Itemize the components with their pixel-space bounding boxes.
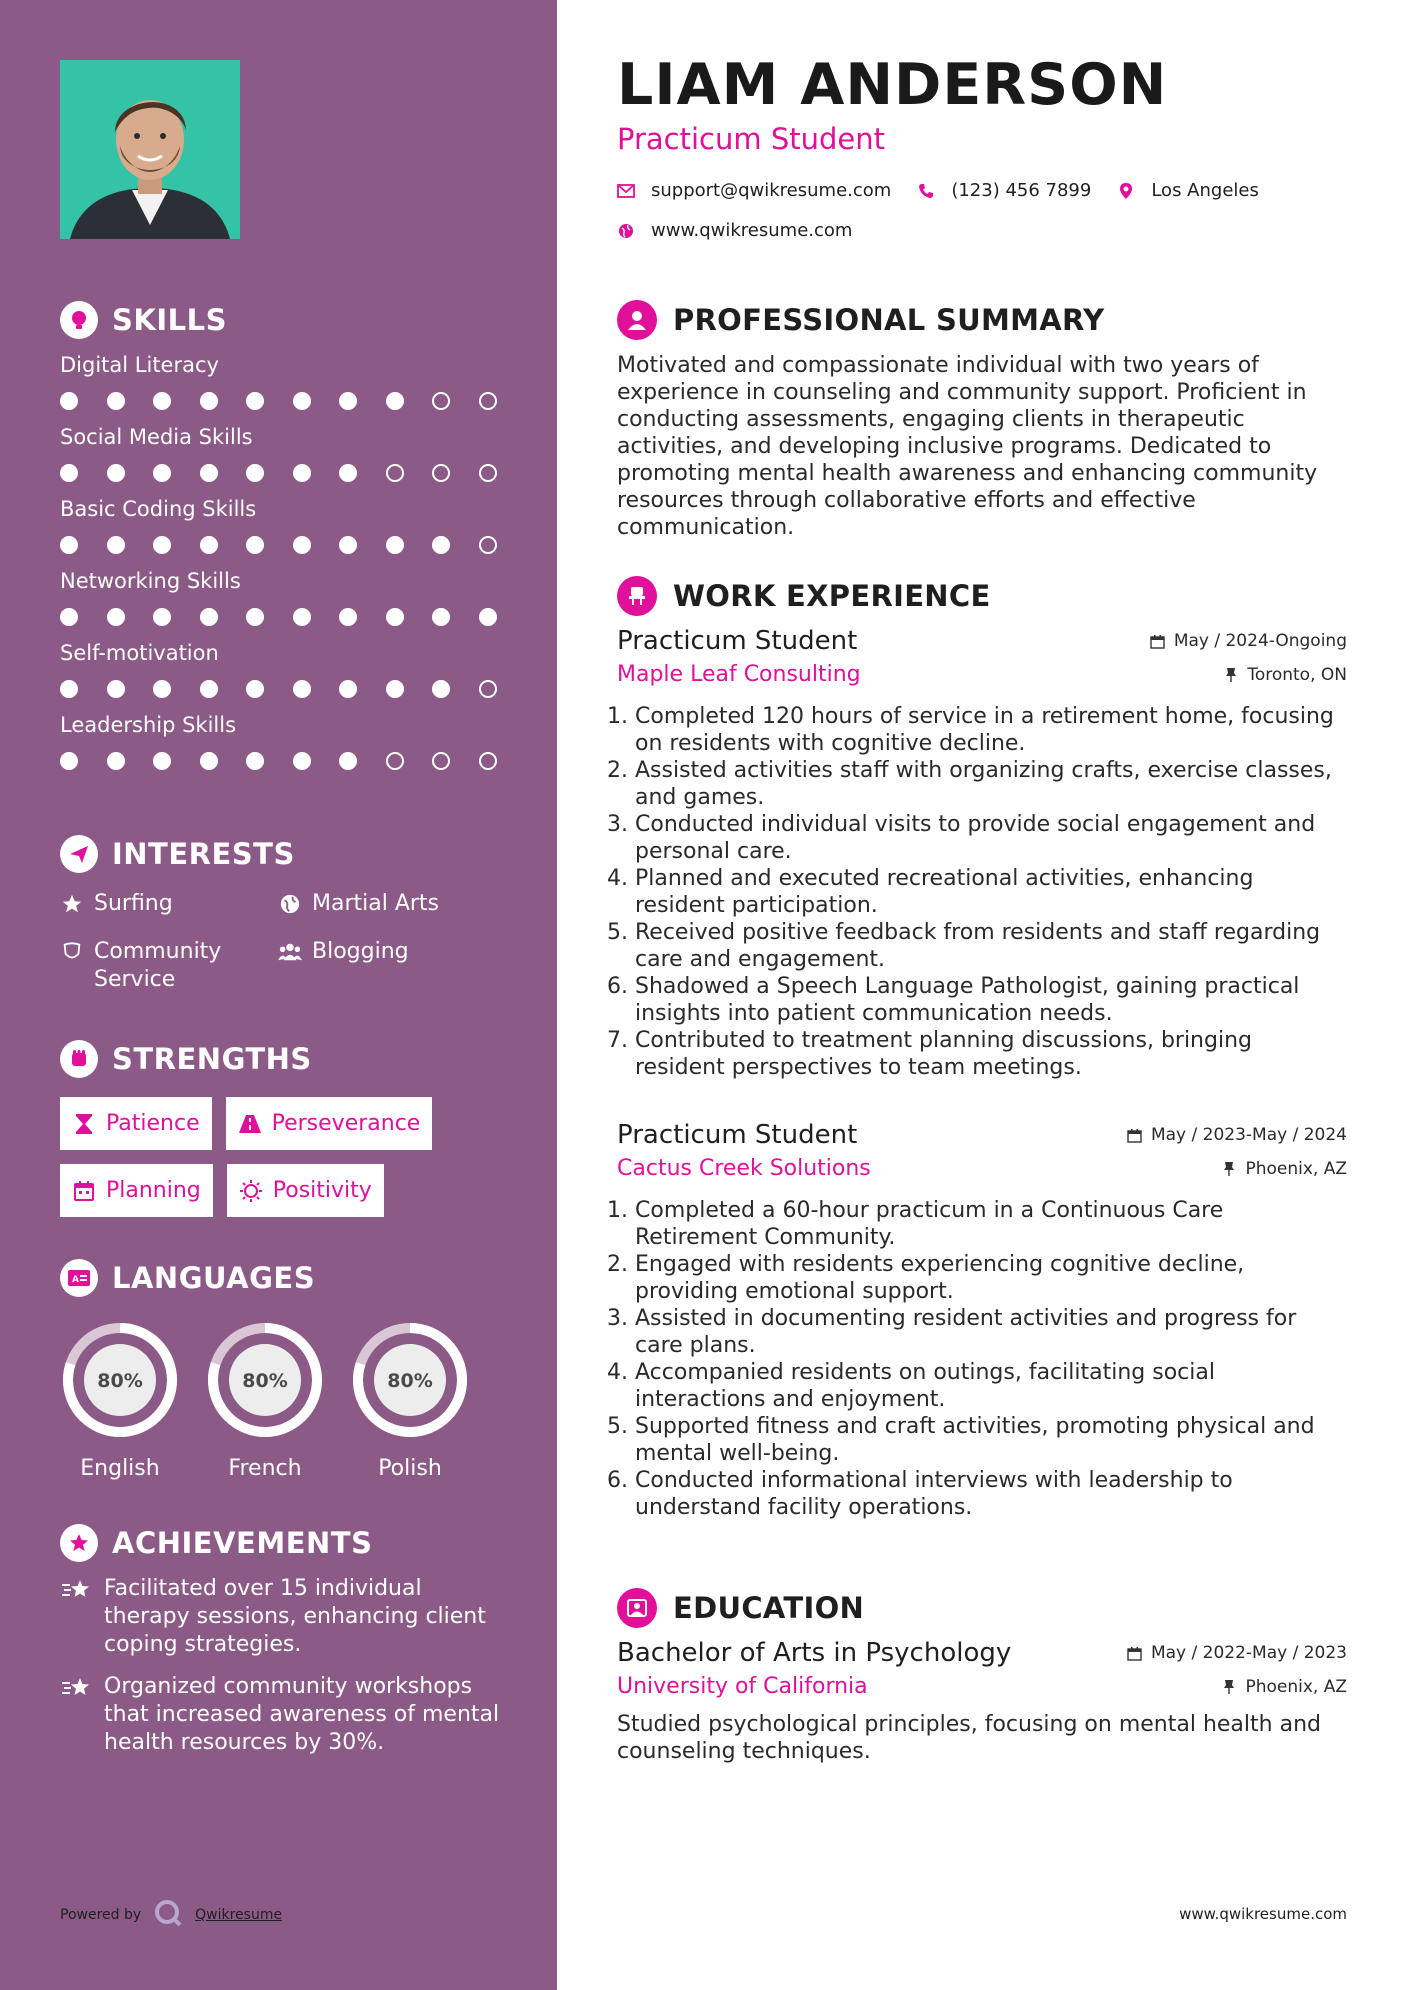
road-icon (238, 1112, 262, 1136)
strength-label: Perseverance (271, 1111, 421, 1136)
job-dates (1127, 1125, 1347, 1145)
job-title: Practicum Student (617, 1120, 858, 1150)
summary-text: Motivated and compassionate individual with two years of experience in counseling and community support. Proficient in conducting assessments, engaging clients in therapeutic activities, and developing inclusive programs. Dedicated to promoting mental health awareness and enhancing community resources through collaborative efforts and effective communication. (617, 353, 1318, 540)
skill-rating (60, 462, 510, 484)
duty-item: 5. Received positive feedback from residents and staff regarding care and engagement. (635, 919, 1347, 973)
duty-item: 1. Completed 120 hours of service in a retirement home, focusing on residents with cognitive decline. (635, 703, 1347, 757)
candidate-role: Practicum Student (617, 122, 885, 156)
rating-dot-empty (386, 752, 404, 770)
rating-dot-filled (60, 392, 78, 410)
achievements-section (60, 1523, 510, 1757)
qwikresume-logo-icon (153, 1898, 183, 1932)
strength-label: Planning (106, 1178, 201, 1203)
rating-dot-filled (246, 536, 264, 554)
job-location-text: Phoenix, AZ (1245, 1158, 1347, 1179)
rating-dot-filled (432, 608, 450, 626)
sidebar (0, 0, 557, 1990)
rating-dot-filled (246, 608, 264, 626)
star-icon (60, 890, 84, 918)
map-pin-icon (1117, 182, 1135, 200)
duty-item: 6. Conducted informational interviews with leadership to understand facility operations. (635, 1467, 1347, 1521)
rating-dot-filled (339, 752, 357, 770)
paper-plane-icon (60, 835, 98, 873)
interests-title: INTERESTS (112, 837, 295, 871)
phone-icon (917, 182, 935, 200)
skill-label: Networking Skills (60, 569, 241, 593)
rating-dot-filled (153, 392, 171, 410)
rating-dot-filled (200, 680, 218, 698)
summary-title: PROFESSIONAL SUMMARY (673, 303, 1105, 337)
rating-dot-filled (293, 752, 311, 770)
strength-tag (60, 1097, 212, 1150)
language-name: Polish (378, 1456, 442, 1481)
rating-dot-filled (386, 536, 404, 554)
duty-item: 2. Engaged with residents experiencing cognitive decline, providing emotional support. (635, 1251, 1347, 1305)
skills-list (60, 350, 510, 772)
language-progress-ring (350, 1320, 470, 1440)
calendar-icon (1127, 1645, 1143, 1661)
strengths-section (60, 1039, 510, 1217)
skill-item (60, 566, 510, 628)
duty-list (617, 1197, 1347, 1521)
skill-label: Digital Literacy (60, 353, 219, 377)
rating-dot-filled (339, 536, 357, 554)
achievement-text: Facilitated over 15 individual therapy sessions, enhancing client coping strategies. (104, 1576, 486, 1657)
education-description: Studied psychological principles, focusing on mental health and counseling techniques. (617, 1712, 1321, 1764)
website-text[interactable]: www.qwikresume.com (651, 220, 853, 241)
rating-dot-filled (153, 608, 171, 626)
calendar-icon (72, 1179, 96, 1203)
interests-list (60, 890, 510, 994)
duty-item: 4. Planned and executed recreational activities, enhancing resident participation. (635, 865, 1347, 919)
skill-rating (60, 750, 510, 772)
skill-label: Leadership Skills (60, 713, 237, 737)
rating-dot-empty (432, 464, 450, 482)
languages-section (60, 1258, 510, 1481)
rating-dot-filled (293, 392, 311, 410)
job-location-text: Toronto, ON (1247, 664, 1347, 685)
rating-dot-filled (60, 464, 78, 482)
job-dates (1150, 631, 1347, 651)
envelope-icon (617, 182, 635, 200)
rating-dot-empty (432, 752, 450, 770)
job-location (1223, 665, 1347, 685)
shooting-star-icon (60, 1575, 94, 1605)
language-percent: 80% (97, 1370, 143, 1392)
email-item (617, 180, 891, 201)
interest-label: Community Service (94, 939, 222, 992)
strengths-heading (60, 1039, 510, 1079)
languages-heading (60, 1258, 510, 1298)
languages-list (60, 1320, 510, 1481)
job-entry (617, 626, 1347, 1081)
rating-dot-filled (339, 392, 357, 410)
rating-dot-filled (153, 752, 171, 770)
rating-dot-filled (339, 608, 357, 626)
rating-dot-filled (386, 680, 404, 698)
website-row (617, 220, 878, 241)
interest-item (60, 938, 278, 994)
rating-dot-filled (107, 608, 125, 626)
experience-title: WORK EXPERIENCE (673, 579, 991, 613)
rating-dot-filled (293, 608, 311, 626)
rating-dot-filled (200, 608, 218, 626)
rating-dot-filled (107, 536, 125, 554)
job-location (1221, 1159, 1347, 1179)
skill-item (60, 494, 510, 556)
duty-item: 3. Conducted individual visits to provide social engagement and personal care. (635, 811, 1347, 865)
skills-title: SKILLS (112, 303, 227, 337)
language-percent: 80% (242, 1370, 288, 1392)
qwikresume-link[interactable]: Qwikresume (195, 1907, 283, 1923)
job-company: Maple Leaf Consulting (617, 662, 861, 687)
profile-photo (60, 60, 240, 239)
rating-dot-empty (479, 536, 497, 554)
duty-item: 1. Completed a 60-hour practicum in a Continuous Care Retirement Community. (635, 1197, 1347, 1251)
rating-dot-filled (246, 752, 264, 770)
rating-dot-empty (432, 392, 450, 410)
rating-dot-filled (293, 536, 311, 554)
skills-section (60, 300, 510, 772)
pushpin-icon (1223, 667, 1239, 683)
skill-rating (60, 678, 510, 700)
rating-dot-filled (200, 464, 218, 482)
achievements-title: ACHIEVEMENTS (112, 1526, 373, 1560)
achievements-heading (60, 1523, 510, 1563)
rating-dot-filled (107, 680, 125, 698)
achievement-item (60, 1673, 510, 1757)
degree: Bachelor of Arts in Psychology (617, 1638, 1012, 1668)
powered-by-label: Powered by (60, 1907, 142, 1923)
award-star-icon (60, 1524, 98, 1562)
interests-section (60, 834, 510, 994)
rating-dot-empty (479, 392, 497, 410)
duty-list (617, 703, 1347, 1081)
rating-dot-filled (339, 464, 357, 482)
sun-icon (239, 1179, 263, 1203)
skill-rating (60, 606, 510, 628)
skills-heading (60, 300, 510, 340)
interest-item (60, 890, 278, 918)
calendar-icon (1150, 633, 1166, 649)
strength-label: Positivity (272, 1178, 372, 1203)
language-percent: 80% (387, 1370, 433, 1392)
fist-icon (60, 1040, 98, 1078)
rating-dot-empty (479, 464, 497, 482)
strengths-title: STRENGTHS (112, 1042, 312, 1076)
education-location (1221, 1677, 1347, 1697)
rating-dot-filled (432, 680, 450, 698)
job-dates-text: May / 2023-May / 2024 (1150, 1125, 1347, 1145)
rating-dot-filled (386, 392, 404, 410)
rating-dot-filled (246, 680, 264, 698)
hourglass-icon (72, 1112, 96, 1136)
achievement-text: Organized community workshops that increased awareness of mental health resources by 30%. (104, 1674, 500, 1755)
svg-text:A: A (72, 1275, 79, 1285)
job-title: Practicum Student (617, 626, 858, 656)
strength-tag (60, 1164, 213, 1217)
rating-dot-filled (107, 464, 125, 482)
rating-dot-filled (246, 464, 264, 482)
language-icon (60, 1259, 98, 1297)
duty-item: 4. Accompanied residents on outings, facilitating social interactions and enjoyment. (635, 1359, 1347, 1413)
contact-row (617, 180, 1285, 201)
duty-item: 7. Contributed to treatment planning discussions, bringing resident perspectives to team meetings. (635, 1027, 1347, 1081)
rating-dot-filled (432, 536, 450, 554)
interest-item (278, 890, 498, 918)
powered-by (60, 1898, 282, 1932)
candidate-name: LIAM ANDERSON (617, 52, 1168, 118)
pushpin-icon (1221, 1679, 1237, 1695)
skill-label: Self-motivation (60, 641, 219, 665)
skill-item (60, 350, 510, 412)
graduate-icon (617, 1588, 657, 1628)
rating-dot-filled (200, 536, 218, 554)
rating-dot-empty (479, 680, 497, 698)
globe-icon (278, 890, 302, 918)
education-title: EDUCATION (673, 1591, 865, 1625)
languages-title: LANGUAGES (112, 1261, 316, 1295)
education-dates-text: May / 2022-May / 2023 (1150, 1643, 1347, 1663)
phone-text[interactable]: (123) 456 7899 (951, 180, 1092, 201)
rating-dot-filled (60, 608, 78, 626)
interest-item (278, 938, 498, 994)
rating-dot-filled (60, 680, 78, 698)
user-icon (617, 300, 657, 340)
duty-item: 2. Assisted activities staff with organizing crafts, exercise classes, and games. (635, 757, 1347, 811)
achievement-item (60, 1575, 510, 1659)
language-name: French (228, 1456, 302, 1481)
rating-dot-filled (153, 536, 171, 554)
pushpin-icon (1221, 1161, 1237, 1177)
rating-dot-filled (293, 680, 311, 698)
lightbulb-icon (60, 301, 98, 339)
education-dates (1127, 1643, 1347, 1663)
language-name: English (80, 1456, 160, 1481)
rating-dot-filled (200, 752, 218, 770)
shooting-star-icon (60, 1673, 94, 1703)
rating-dot-filled (200, 392, 218, 410)
rating-dot-filled (153, 464, 171, 482)
strengths-list (60, 1097, 480, 1217)
rating-dot-filled (386, 608, 404, 626)
skill-item (60, 638, 510, 700)
location-item (1117, 180, 1259, 201)
interest-label: Martial Arts (312, 891, 440, 916)
website-item (617, 220, 852, 241)
education-heading (617, 1588, 864, 1628)
interest-label: Blogging (312, 939, 409, 964)
summary-heading (617, 300, 1104, 340)
rating-dot-empty (386, 464, 404, 482)
language-progress-ring (60, 1320, 180, 1440)
rating-dot-filled (339, 680, 357, 698)
rating-dot-filled (293, 464, 311, 482)
rating-dot-filled (246, 392, 264, 410)
globe-icon (617, 222, 635, 240)
skill-item (60, 710, 510, 772)
strength-tag (227, 1164, 384, 1217)
phone-item (917, 180, 1091, 201)
calendar-icon (1127, 1127, 1143, 1143)
language-progress-ring (205, 1320, 325, 1440)
interest-label: Surfing (94, 891, 173, 916)
location-text: Los Angeles (1151, 180, 1259, 201)
rating-dot-filled (153, 680, 171, 698)
rating-dot-empty (479, 752, 497, 770)
duty-item: 6. Shadowed a Speech Language Pathologist, gaining practical insights into patient communication needs. (635, 973, 1347, 1027)
skill-label: Social Media Skills (60, 425, 253, 449)
rating-dot-filled (60, 752, 78, 770)
footer-url[interactable]: www.qwikresume.com (1179, 1905, 1347, 1923)
experience-heading (617, 576, 991, 616)
rating-dot-filled (107, 752, 125, 770)
skill-label: Basic Coding Skills (60, 497, 257, 521)
education-location-text: Phoenix, AZ (1245, 1676, 1347, 1697)
strength-tag (226, 1097, 433, 1150)
language-item (60, 1320, 180, 1481)
rating-dot-filled (60, 536, 78, 554)
interests-heading (60, 834, 510, 874)
chair-icon (617, 576, 657, 616)
users-icon (278, 938, 302, 966)
rating-dot-filled (107, 392, 125, 410)
email-text[interactable]: support@qwikresume.com (651, 180, 892, 201)
shield-icon (60, 938, 84, 966)
strength-label: Patience (106, 1111, 200, 1136)
skill-rating (60, 390, 510, 412)
job-entry (617, 1120, 1347, 1521)
school: University of California (617, 1674, 868, 1699)
education-entry (617, 1638, 1347, 1765)
skill-rating (60, 534, 510, 556)
duty-item: 5. Supported fitness and craft activities, promoting physical and mental well-being. (635, 1413, 1347, 1467)
rating-dot-filled (479, 608, 497, 626)
skill-item (60, 422, 510, 484)
job-dates-text: May / 2024-Ongoing (1173, 631, 1347, 651)
language-item (350, 1320, 470, 1481)
duty-item: 3. Assisted in documenting resident activities and progress for care plans. (635, 1305, 1347, 1359)
language-item (205, 1320, 325, 1481)
job-company: Cactus Creek Solutions (617, 1156, 871, 1181)
